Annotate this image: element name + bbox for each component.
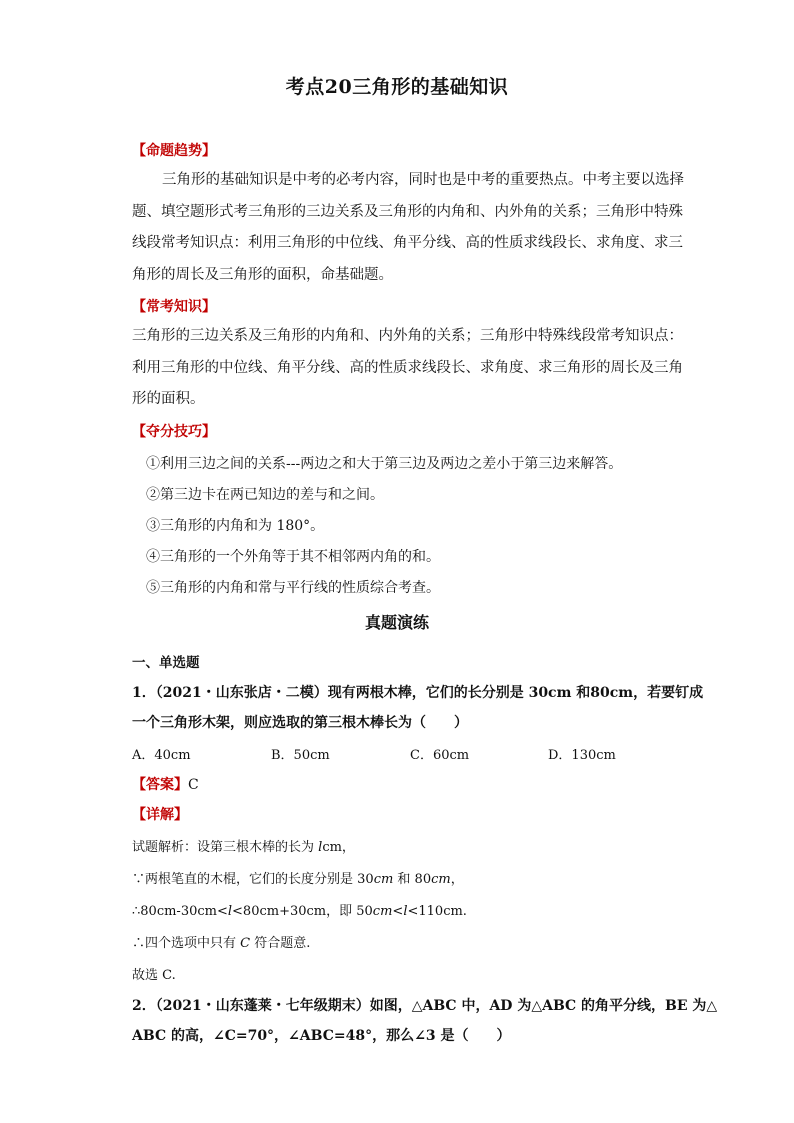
solution-line xyxy=(132,900,467,919)
knowledge-line: 形的面积。 xyxy=(132,391,205,407)
knowledge-line: 三角形的三边关系及三角形的内角和、内外角的关系；三角形中特殊线段常考知识点： xyxy=(132,328,683,344)
solution-text: 符合题意. xyxy=(250,936,311,951)
answer-value: C xyxy=(188,777,199,793)
tip-item: ①利用三边之间的关系---两边之和大于第三边及两边之差小于第三边来解答。 xyxy=(146,456,623,472)
solution-unit: cm xyxy=(431,872,451,887)
solution-var: l xyxy=(227,904,233,919)
section-single-choice: 一、单选题 xyxy=(132,655,200,671)
solution-text: <80cm+30cm，即 50 xyxy=(232,904,373,919)
question-1-line-1: 1．（2021・山东张店・二模）现有两根木棒，它们的长分别是 30cm 和80cm，若要钉成 xyxy=(132,685,704,701)
solution-text: ∴四个选项中只有 xyxy=(132,936,241,951)
solution-line xyxy=(132,836,355,855)
solution-text: <110cm. xyxy=(407,904,467,919)
solution-var: l xyxy=(318,840,323,855)
solution-text: 试题解析：设第三根木棒的长为 xyxy=(132,840,319,855)
trend-line: 角形的周长及三角形的面积，命基础题。 xyxy=(132,266,393,283)
solution-text: cm， xyxy=(322,840,355,855)
detail-label: 【详解】 xyxy=(132,807,188,823)
question-2-line-1: 2．（2021・山东蓬莱・七年级期末）如图，△ABC 中，AD 为△ABC 的角平分线，BE 为△ xyxy=(132,998,718,1014)
trend-paragraph xyxy=(132,165,684,291)
knowledge-paragraph xyxy=(132,321,683,416)
trend-line: 线段常考知识点：利用三角形的中位线、角平分线、高的性质求线段长、求角度、求三 xyxy=(132,235,683,251)
option-b: B．50cm xyxy=(271,748,330,763)
question-1-line-2: 一个三角形木架，则应选取的第三根木棒长为（ ） xyxy=(132,715,468,731)
tip-item: ④三角形的一个外角等于其不相邻两内角的和。 xyxy=(146,549,440,565)
practice-heading: 真题演练 xyxy=(364,613,429,632)
trend-heading: 【命题趋势】 xyxy=(132,143,216,159)
solution-text: ， xyxy=(450,872,464,887)
solution-text: < xyxy=(392,904,404,919)
solution-text: 和 80 xyxy=(393,872,432,887)
solution-line xyxy=(132,868,464,887)
solution-line xyxy=(132,932,310,951)
option-c: C．60cm xyxy=(410,748,470,763)
solution-line: 故选 C. xyxy=(132,968,176,983)
trend-line: 三角形的基础知识是中考的必考内容，同时也是中考的重要热点。中考主要以选择 xyxy=(162,172,684,188)
tip-item: ②第三边卡在两已知边的差与和之间。 xyxy=(146,487,384,503)
knowledge-heading: 【常考知识】 xyxy=(132,299,216,315)
answer-label: 【答案】 xyxy=(132,777,188,793)
solution-text: ∴80cm-30cm< xyxy=(132,904,228,919)
question-2-line-2: ABC 的高，∠C=70°，∠ABC=48°，那么∠3 是（ ） xyxy=(132,1028,511,1044)
solution-unit: cm xyxy=(372,904,393,919)
page-title: 考点20三角形的基础知识 xyxy=(285,76,509,98)
option-d: D．130cm xyxy=(548,748,616,763)
solution-var: l xyxy=(403,904,408,919)
trend-line: 题、填空题形式考三角形的三边关系及三角形的内角和、内外角的关系；三角形中特殊 xyxy=(132,203,683,220)
solution-var: C xyxy=(240,936,251,951)
tip-item: ⑤三角形的内角和常与平行线的性质综合考查。 xyxy=(146,580,440,596)
knowledge-line: 利用三角形的中位线、角平分线、高的性质求线段长、求角度、求三角形的周长及三角 xyxy=(132,359,683,376)
solution-text: ∵两根笔直的木棍，它们的长度分别是 30 xyxy=(132,872,374,887)
tip-item: ③三角形的内角和为 180°。 xyxy=(146,518,325,534)
solution-unit: cm xyxy=(373,872,394,887)
option-a: A．40cm xyxy=(132,748,191,763)
tips-heading: 【夺分技巧】 xyxy=(132,424,216,440)
answer-row xyxy=(132,774,199,794)
